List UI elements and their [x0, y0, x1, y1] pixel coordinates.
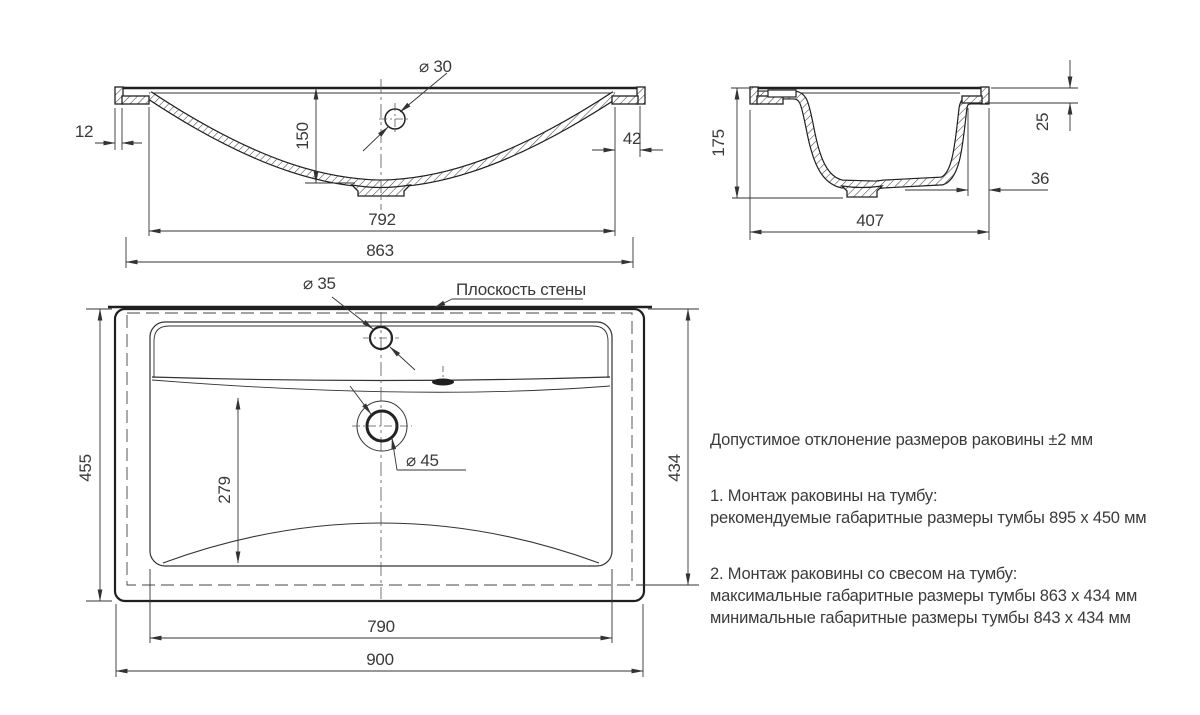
dim-right-42: 42 [622, 129, 642, 148]
dim-depth-434: 434 [665, 454, 684, 482]
dim-depth-455: 455 [76, 454, 95, 482]
note-mount2-line1: максимальные габаритные размеры тумбы 863 х 434 мм [710, 587, 1138, 605]
dim-drain-45: ⌀ 45 [406, 451, 439, 470]
dim-hole-30: ⌀ 30 [419, 57, 452, 76]
side-back-rim-cap [962, 87, 989, 104]
wall-plane-label: Плоскость стены [456, 280, 586, 299]
dim-width-863: 863 [366, 241, 394, 260]
dim-inner-792: 792 [368, 210, 396, 229]
dim-depth-175: 175 [709, 129, 728, 157]
dim-width-900: 900 [366, 650, 394, 669]
front-left-rim-cap [115, 87, 149, 104]
dim-lip-12: 12 [74, 122, 94, 141]
dim-rim-25: 25 [1033, 112, 1052, 132]
cabinet-dashed-outline [127, 313, 632, 585]
note-mount1-line: рекомендуемые габаритные размеры тумбы 895 х 450 мм [710, 509, 1147, 527]
front-right-rim-cap [612, 87, 645, 104]
note-mount1-title: 1. Монтаж раковины на тумбу: [710, 487, 938, 505]
side-front-rim-cap [750, 87, 796, 104]
dim-width-407: 407 [856, 211, 884, 230]
deck-front-edge [152, 377, 610, 381]
note-mount2-line2: минимальные габаритные размеры тумбы 843 х 434 мм [710, 609, 1131, 627]
plan-view [76, 274, 699, 677]
note-tolerance: Допустимое отклонение размеров раковины ±2 мм [710, 431, 1093, 449]
side-drain-recess [842, 186, 882, 197]
dim-basin-279: 279 [215, 476, 234, 504]
overflow-slot [432, 379, 454, 386]
side-profile-band [756, 95, 983, 185]
dim-ledge-36: 36 [1030, 169, 1050, 188]
sink-outline [115, 309, 644, 601]
dim-basin-790: 790 [367, 617, 395, 636]
note-mount2-title: 2. Монтаж раковины со свесом на тумбу: [710, 565, 1018, 583]
overflow-slot-side [768, 90, 796, 97]
side-section-view [709, 60, 1078, 240]
hole-30 [363, 73, 447, 151]
front-bowl-band [149, 95, 615, 184]
dim-faucet-35: ⌀ 35 [303, 274, 336, 293]
dim-depth-150: 150 [293, 122, 312, 150]
front-section-view [75, 57, 663, 268]
